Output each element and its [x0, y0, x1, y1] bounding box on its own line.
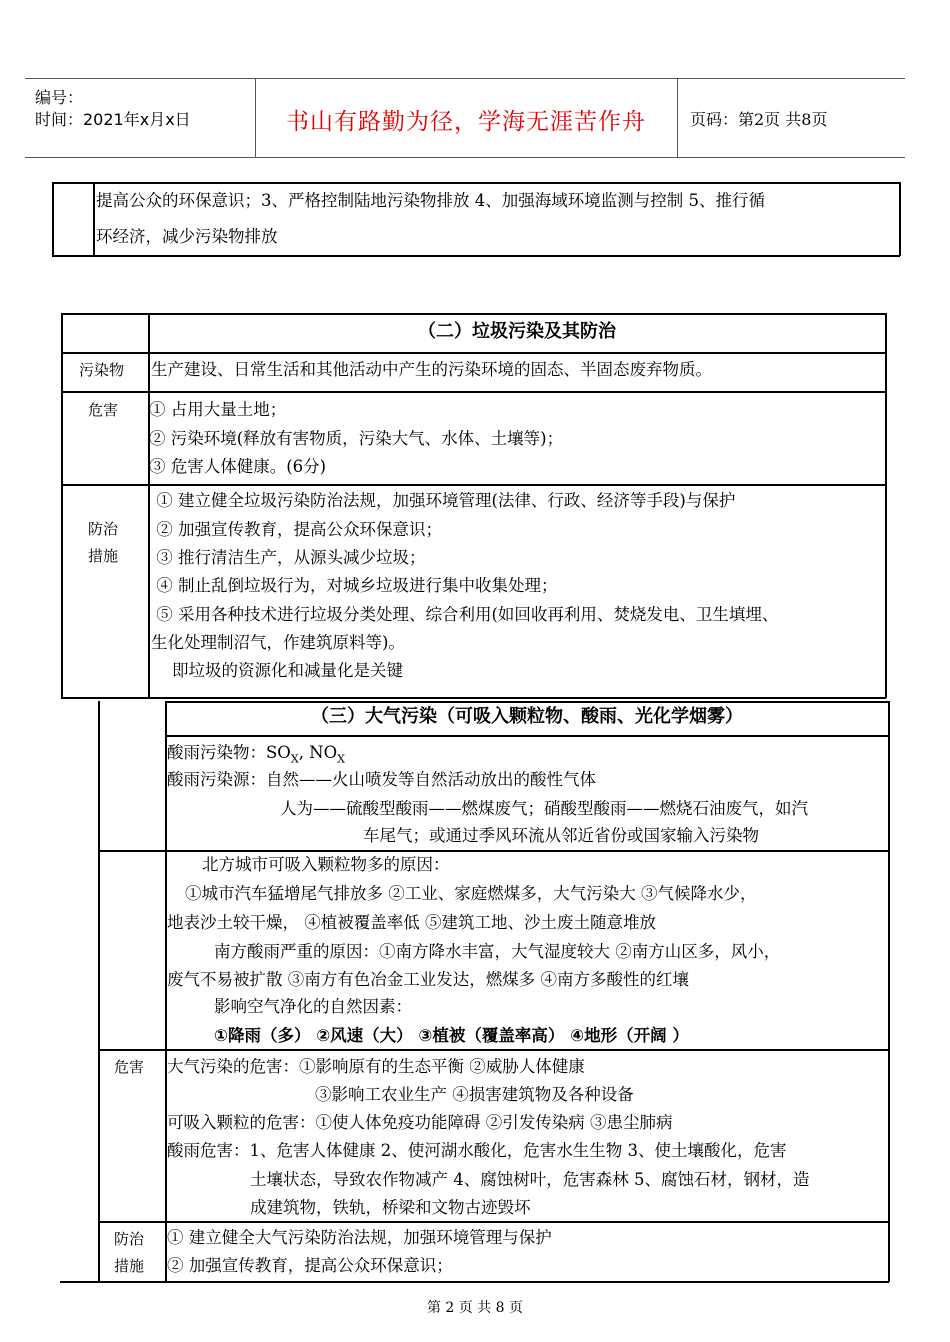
document-number-label: 编号： — [35, 88, 84, 107]
text-line: ① 建立健全大气污染防治法规，加强环境管理与保护 — [167, 1228, 552, 1247]
text-line: ② 污染环境(释放有害物质，污染大气、水体、土壤等)； — [149, 429, 564, 448]
row-label-measures: 措施 — [114, 1257, 145, 1275]
acid-rain-pollutants: 酸雨污染物：$SO_X$, $NO_X$ — [167, 743, 345, 766]
text-line: ① 建立健全垃圾污染防治法规，加强环境管理(法律、行政、经济等手段)与保护 — [151, 491, 736, 510]
document-header — [25, 78, 905, 158]
text-line: ③ 推行清洁生产，从源头减少垃圾； — [151, 548, 426, 567]
section-title: （三）大气污染（可吸入颗粒物、酸雨、光化学烟雾） — [311, 706, 743, 727]
text-line: 影响空气净化的自然因素： — [214, 997, 412, 1016]
text-line: ⑤ 采用各种技术进行垃圾分类处理、综合利用(如回收再利用、焚烧发电、卫生填埋、 — [151, 605, 779, 624]
text-line: 北方城市可吸入颗粒物多的原因： — [202, 855, 450, 874]
text-line: ③ 危害人体健康。(6分) — [149, 457, 327, 476]
row-label-measures: 防治 — [114, 1230, 145, 1248]
text-line: ④ 制止乱倒垃圾行为，对城乡垃圾进行集中收集处理； — [151, 576, 558, 595]
text-line: ① 占用大量土地； — [149, 400, 287, 419]
text-line: 成建筑物，铁轨，桥梁和文物古迹毁坏 — [250, 1198, 531, 1217]
page-footer: 第 2 页 共 8 页 — [426, 1300, 524, 1316]
text-line: 即垃圾的资源化和减量化是关键 — [151, 661, 403, 680]
row-label-pollutant: 污染物 — [79, 361, 125, 379]
text-line: 生化处理制沼气，作建筑原料等)。 — [151, 633, 405, 652]
document-time-label: 时间：2021年x月x日 — [35, 110, 191, 129]
text-line: ② 加强宣传教育，提高公众环保意识； — [151, 520, 442, 539]
text-line: 土壤状态，导致农作物减产 4、腐蚀树叶，危害森林 5、腐蚀石材，钢材，造 — [250, 1170, 810, 1189]
text-line: 酸雨危害：1、危害人体健康 2、使河湖水酸化，危害水生生物 3、使土壤酸化，危害 — [167, 1141, 787, 1160]
text-line: 大气污染的危害：①影响原有的生态平衡 ②威胁人体健康 — [167, 1057, 585, 1076]
row-label-measures: 防治 — [88, 520, 119, 538]
text-line: 废气不易被扩散 ③南方有色冶金工业发达，燃煤多 ④南方多酸性的红壤 — [167, 970, 689, 989]
text-line: 酸雨污染源：自然——火山喷发等自然活动放出的酸性气体 — [167, 770, 596, 789]
text-line: 生产建设、日常生活和其他活动中产生的污染环境的固态、半固态废弃物质。 — [151, 360, 712, 379]
row-label-harm: 危害 — [114, 1058, 145, 1076]
text-line: 地表沙土较干燥， ④植被覆盖率低 ⑤建筑工地、沙土废土随意堆放 — [167, 913, 656, 932]
text-line: ③影响工农业生产 ④损害建筑物及各种设备 — [315, 1085, 634, 1104]
header-motto: 书山有路勤为径，学海无涯苦作舟 — [286, 109, 646, 135]
text-line: 车尾气；或通过季风环流从邻近省份或国家输入污染物 — [363, 826, 759, 845]
text-line: 南方酸雨严重的原因：①南方降水丰富，大气湿度较大 ②南方山区多，风小， — [214, 942, 781, 961]
section-title: （二）垃圾污染及其防治 — [418, 321, 616, 342]
row-label-harm: 危害 — [88, 401, 119, 419]
text-line: 环经济，减少污染物排放 — [96, 227, 278, 246]
text-line: 提高公众的环保意识；3、严格控制陆地污染物排放 4、加强海域环境监测与控制 5、推行循 — [96, 191, 765, 210]
text-line: 人为——硫酸型酸雨——燃煤废气；硝酸型酸雨——燃烧石油废气，如汽 — [280, 799, 808, 818]
header-divider — [677, 79, 678, 157]
row-label-measures: 措施 — [88, 547, 119, 565]
header-page-info: 页码：第2页 共8页 — [690, 110, 828, 129]
text-line: 可吸入颗粒的危害：①使人体免疫功能障碍 ②引发传染病 ③患尘肺病 — [167, 1113, 673, 1132]
natural-factors: ①降雨（多） ②风速（大） ③植被（覆盖率高） ④地形（开阔 ） — [214, 1026, 689, 1045]
text-line: ①城市汽车猛增尾气排放多 ②工业、家庭燃煤多，大气污染大 ③气候降水少， — [185, 884, 757, 903]
text-line: ② 加强宣传教育，提高公众环保意识； — [167, 1256, 453, 1275]
